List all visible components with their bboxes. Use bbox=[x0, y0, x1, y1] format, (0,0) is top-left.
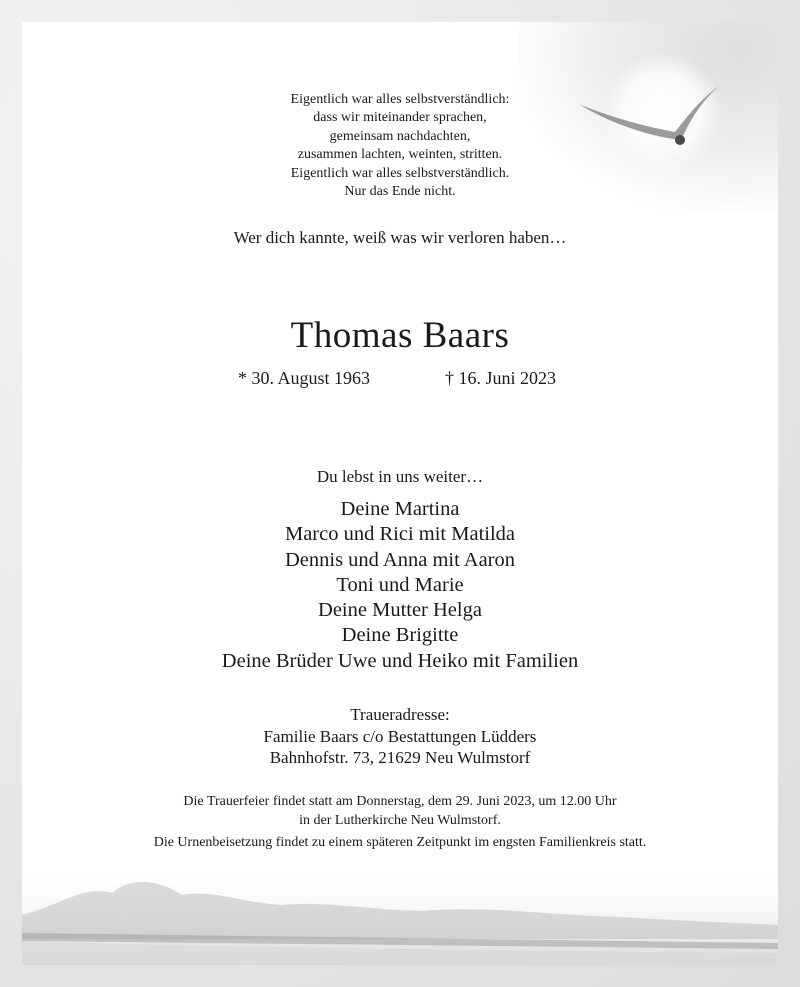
intro-quote: Wer dich kannte, weiß was wir verloren haben… bbox=[233, 228, 567, 247]
family-member: Toni und Marie bbox=[336, 573, 464, 596]
misty-lake-landscape bbox=[22, 845, 778, 965]
family-member: Dennis und Anna mit Aaron bbox=[284, 548, 516, 571]
address-line: Bahnhofstr. 73, 21629 Neu Wulmstorf bbox=[269, 748, 531, 767]
family-member: Deine Brigitte bbox=[341, 624, 459, 647]
live-on-text: Du lebst in uns weiter… bbox=[316, 467, 484, 486]
birth-date: * 30. August 1963 bbox=[238, 368, 371, 388]
address-line: Familie Baars c/o Bestattungen Lüdders bbox=[263, 726, 537, 746]
family-member: Deine Martina bbox=[340, 498, 460, 520]
poem-line: gemeinsam nachdachten, bbox=[329, 128, 471, 144]
service-line: Die Trauerfeier findet statt am Donnerstag, dem 29. Juni 2023, um 12.00 Uhr bbox=[183, 794, 617, 809]
family-member: Marco und Rici mit Matilda bbox=[284, 523, 515, 546]
address-label: Traueradresse: bbox=[350, 705, 450, 724]
family-list bbox=[0, 497, 800, 674]
funeral-service-info bbox=[0, 792, 800, 830]
urn-burial-info: Die Urnenbeisetzung findet zu einem späteren Zeitpunkt im engsten Familienkreis statt. bbox=[153, 835, 647, 850]
deceased-name: Thomas Baars bbox=[290, 315, 510, 356]
family-member: Deine Mutter Helga bbox=[318, 599, 482, 622]
poem-line: zusammen lachten, weinten, stritten. bbox=[297, 147, 503, 163]
death-date: † 16. Juni 2023 bbox=[445, 368, 557, 388]
family-member: Deine Brüder Uwe und Heiko mit Familien bbox=[221, 649, 579, 672]
poem-line: dass wir miteinander sprachen, bbox=[313, 110, 487, 126]
service-line: in der Lutherkirche Neu Wulmstorf. bbox=[299, 813, 501, 828]
poem-line: Eigentlich war alles selbstverständlich: bbox=[290, 92, 510, 107]
poem-line: Nur das Ende nicht. bbox=[344, 184, 456, 200]
poem-line: Eigentlich war alles selbstverständlich. bbox=[290, 165, 510, 181]
mourning-address bbox=[0, 704, 800, 769]
poem bbox=[0, 91, 800, 201]
